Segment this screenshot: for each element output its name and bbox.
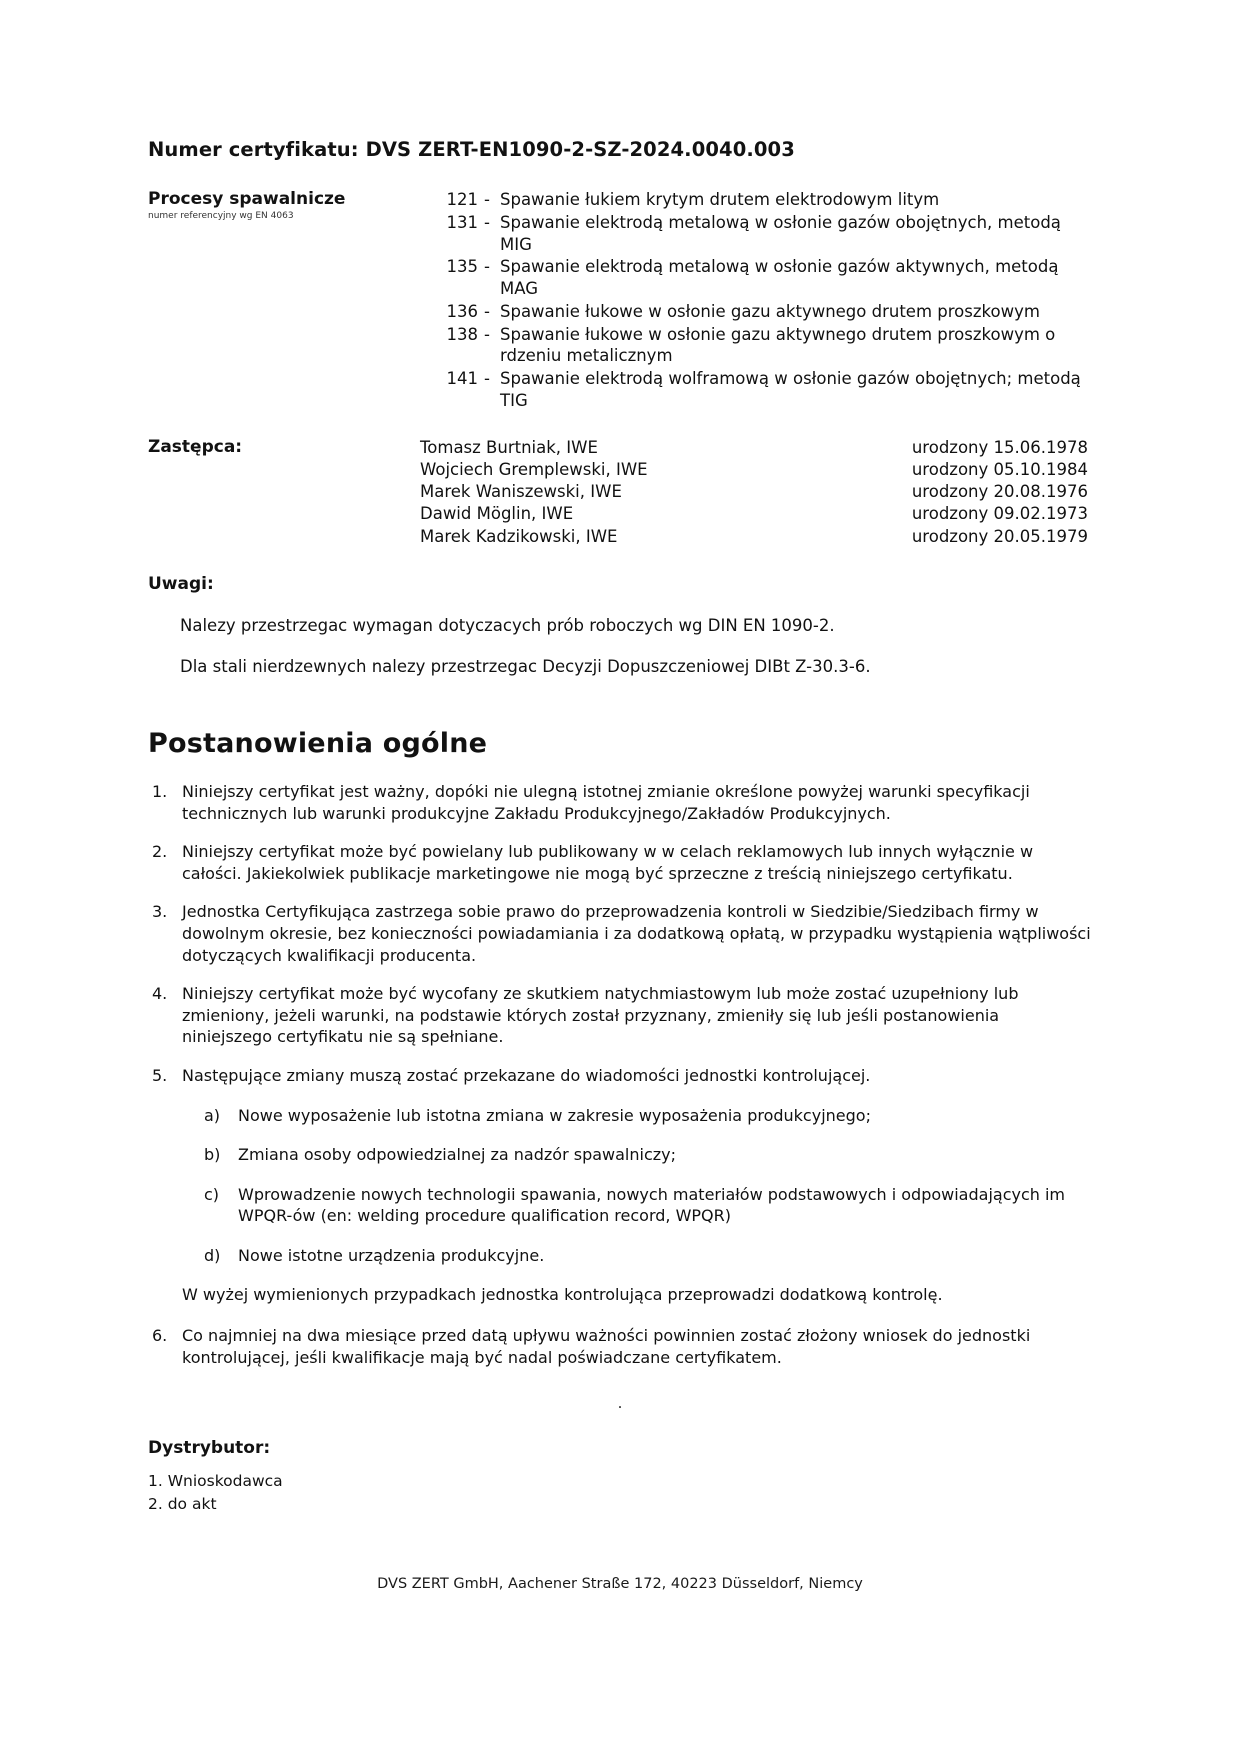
process-dash: - [484,369,490,389]
process-item [420,368,1092,412]
deputy-birthdate: urodzony 15.06.1978 [911,437,1088,457]
page-mark: . [617,1394,623,1413]
provision-text: Niniejszy certyfikat może być powielany lub publikowany w w celach reklamowych lub innych wyłącznie w całości. Jakiekolwiek publikacje marketingowe nie mogą być sprzeczne z treścią niniejszego certyfikatu. [182,842,1034,883]
deputy-row [420,503,1092,525]
provision-item [148,781,1092,824]
provision-sub-number: a) [204,1105,221,1125]
process-dash: - [484,212,490,232]
provision-text: Co najmniej na dwa miesiące przed datą upływu ważności powinnien zostać złożony wniosek do jednostki kontrolującej, jeśli kwalifikacje mają być nadal poświadczane certyfikatem. [182,1326,1031,1367]
process-text: Spawanie łukiem krytym drutem elektrodowym litym [500,190,940,209]
deputy-name: Marek Kadzikowski, IWE [420,526,618,546]
welding-processes-sublabel: numer referencyjny wg EN 4063 [148,211,294,222]
process-item [420,212,1092,256]
provision-text: Następujące zmiany muszą zostać przekazane do wiadomości jednostki kontrolującej. [182,1065,871,1085]
deputy-row [420,459,1092,481]
provision-number: 6. [152,1326,168,1346]
provision-sub-item [182,1184,1092,1227]
provision-number: 1. [152,781,168,801]
process-code: 121 [446,190,478,209]
remark-line: Dla stali nierdzewnych nalezy przestrzegac Decyzji Dopuszczeniowej DIBt Z-30.3-6. [180,656,871,676]
process-code: 141 [446,369,478,389]
process-text: Spawanie łukowe w osłonie gazu aktywnego drutem proszkowym o rdzeniu metalicznym [500,324,1056,366]
distributor-section [148,1438,1092,1515]
provision-number: 5. [152,1065,168,1085]
provision-number: 4. [152,984,168,1004]
remarks-section [148,574,1092,676]
deputy-row [420,526,1092,548]
provision-sub-item [182,1245,1092,1267]
provision-text: Niniejszy certyfikat może być wycofany ze skutkiem natychmiastowym lub może zostać uzupełniony lub zmieniony, jeżeli warunki, na podstawie których został przyznany, zmieniły się lub jeśli postanowienia niniejszego certyfikatu nie są spełniane. [182,984,1019,1047]
page-content [148,138,1092,1515]
page-footer: DVS ZERT GmbH, Aachener Straße 172, 40223 Düsseldorf, Niemcy [377,1576,863,1592]
deputy-birthdate: urodzony 20.05.1979 [911,526,1088,546]
provision-body [182,1065,1092,1308]
provision-sub-number: c) [204,1184,220,1204]
distributor-item: 1. Wnioskodawca [148,1472,283,1491]
process-item [420,256,1092,300]
deputy-name: Marek Waniszewski, IWE [420,482,622,502]
remarks-title: Uwagi: [148,573,214,594]
provision-item [148,841,1092,884]
process-item [420,189,1092,211]
provision-item [148,901,1092,966]
deputy-name: Wojciech Gremplewski, IWE [420,459,648,479]
provision-sub-text: Zmiana osoby odpowiedzialnej za nadzór spawalniczy; [238,1145,676,1165]
deputy-name: Dawid Möglin, IWE [420,504,574,524]
deputy-section [148,437,1092,548]
process-text: Spawanie elektrodą metalową w osłonie gazów obojętnych, metodą MIG [500,212,1061,254]
welding-processes-list [420,189,1092,413]
deputy-birthdate: urodzony 05.10.1984 [911,459,1088,479]
distributor-item: 2. do akt [148,1494,217,1513]
welding-processes-section [148,189,1092,413]
deputy-row [420,437,1092,459]
process-text: Spawanie elektrodą wolframową w osłonie gazów obojętnych; metodą TIG [500,369,1081,410]
welding-processes-label-column [148,189,420,222]
provision-item [148,1325,1092,1368]
provision-number: 3. [152,902,168,922]
process-item [420,301,1092,323]
process-code: 135 [446,257,478,277]
process-dash: - [484,301,490,321]
deputy-list [420,437,1092,548]
deputy-label: Zastępca: [148,436,243,457]
process-item [420,324,1092,368]
deputy-birthdate: urodzony 20.08.1976 [911,482,1088,502]
process-text: Spawanie łukowe w osłonie gazu aktywnego drutem proszkowym [500,301,1040,321]
process-text: Spawanie elektrodą metalową w osłonie gazów aktywnych, metodą MAG [500,257,1059,299]
provision-text: Jednostka Certyfikująca zastrzega sobie prawo do przeprowadzenia kontroli w Siedzibie/Siedzibach firmy w dowolnym okresie, bez konieczności powiadamiania i za dodatkową opłatą, w przypadku wystąpienia wątpliwości dotyczących kwalifikacji producenta. [182,902,1091,965]
provision-sub-text: Nowe istotne urządzenia produkcyjne. [238,1245,545,1265]
general-provisions-title: Postanowienia ogólne [148,727,488,759]
welding-processes-label: Procesy spawalnicze [148,189,346,209]
provision-number: 2. [152,842,168,862]
provision-sub-list [182,1105,1092,1267]
provision-sub-number: b) [204,1145,221,1165]
process-dash: - [484,190,490,209]
deputy-row [420,481,1092,503]
provision-sub-text: Nowe wyposażenie lub istotna zmiana w zakresie wyposażenia produkcyjnego; [238,1105,871,1125]
process-dash: - [484,257,490,277]
provision-item [148,1065,1092,1308]
provision-text: Niniejszy certyfikat jest ważny, dopóki nie ulegną istotnej zmianie określone powyżej warunki specyfikacji technicznych lub warunki produkcyjne Zakładu Produkcyjnego/Zakładów Produkcyjnych. [182,781,1030,823]
provision-sub-closing: W wyżej wymienionych przypadkach jednostka kontrolująca przeprowadzi dodatkową kontrolę. [182,1285,943,1305]
certificate-number-heading: Numer certyfikatu: DVS ZERT-EN1090-2-SZ-2024.0040.003 [148,138,795,161]
provision-sub-item [182,1105,1092,1127]
deputy-label-column [148,437,420,458]
process-dash: - [484,324,490,344]
provision-item [148,983,1092,1048]
provision-sub-item [182,1144,1092,1166]
provision-sub-number: d) [204,1245,221,1265]
remark-line: Nalezy przestrzegac wymagan dotyczacych prób roboczych wg DIN EN 1090-2. [180,615,835,635]
process-code: 136 [446,301,478,321]
distributor-title: Dystrybutor: [148,1438,271,1459]
process-code: 131 [446,212,478,232]
process-code: 138 [446,324,478,344]
provision-sub-text: Wprowadzenie nowych technologii spawania, nowych materiałów podstawowych i odpowiadających im WPQR-ów (en: welding procedure qualification record, WPQR) [238,1184,1066,1226]
deputy-name: Tomasz Burtniak, IWE [420,437,598,457]
general-provisions-list [148,781,1092,1368]
deputy-birthdate: urodzony 09.02.1973 [911,504,1088,524]
